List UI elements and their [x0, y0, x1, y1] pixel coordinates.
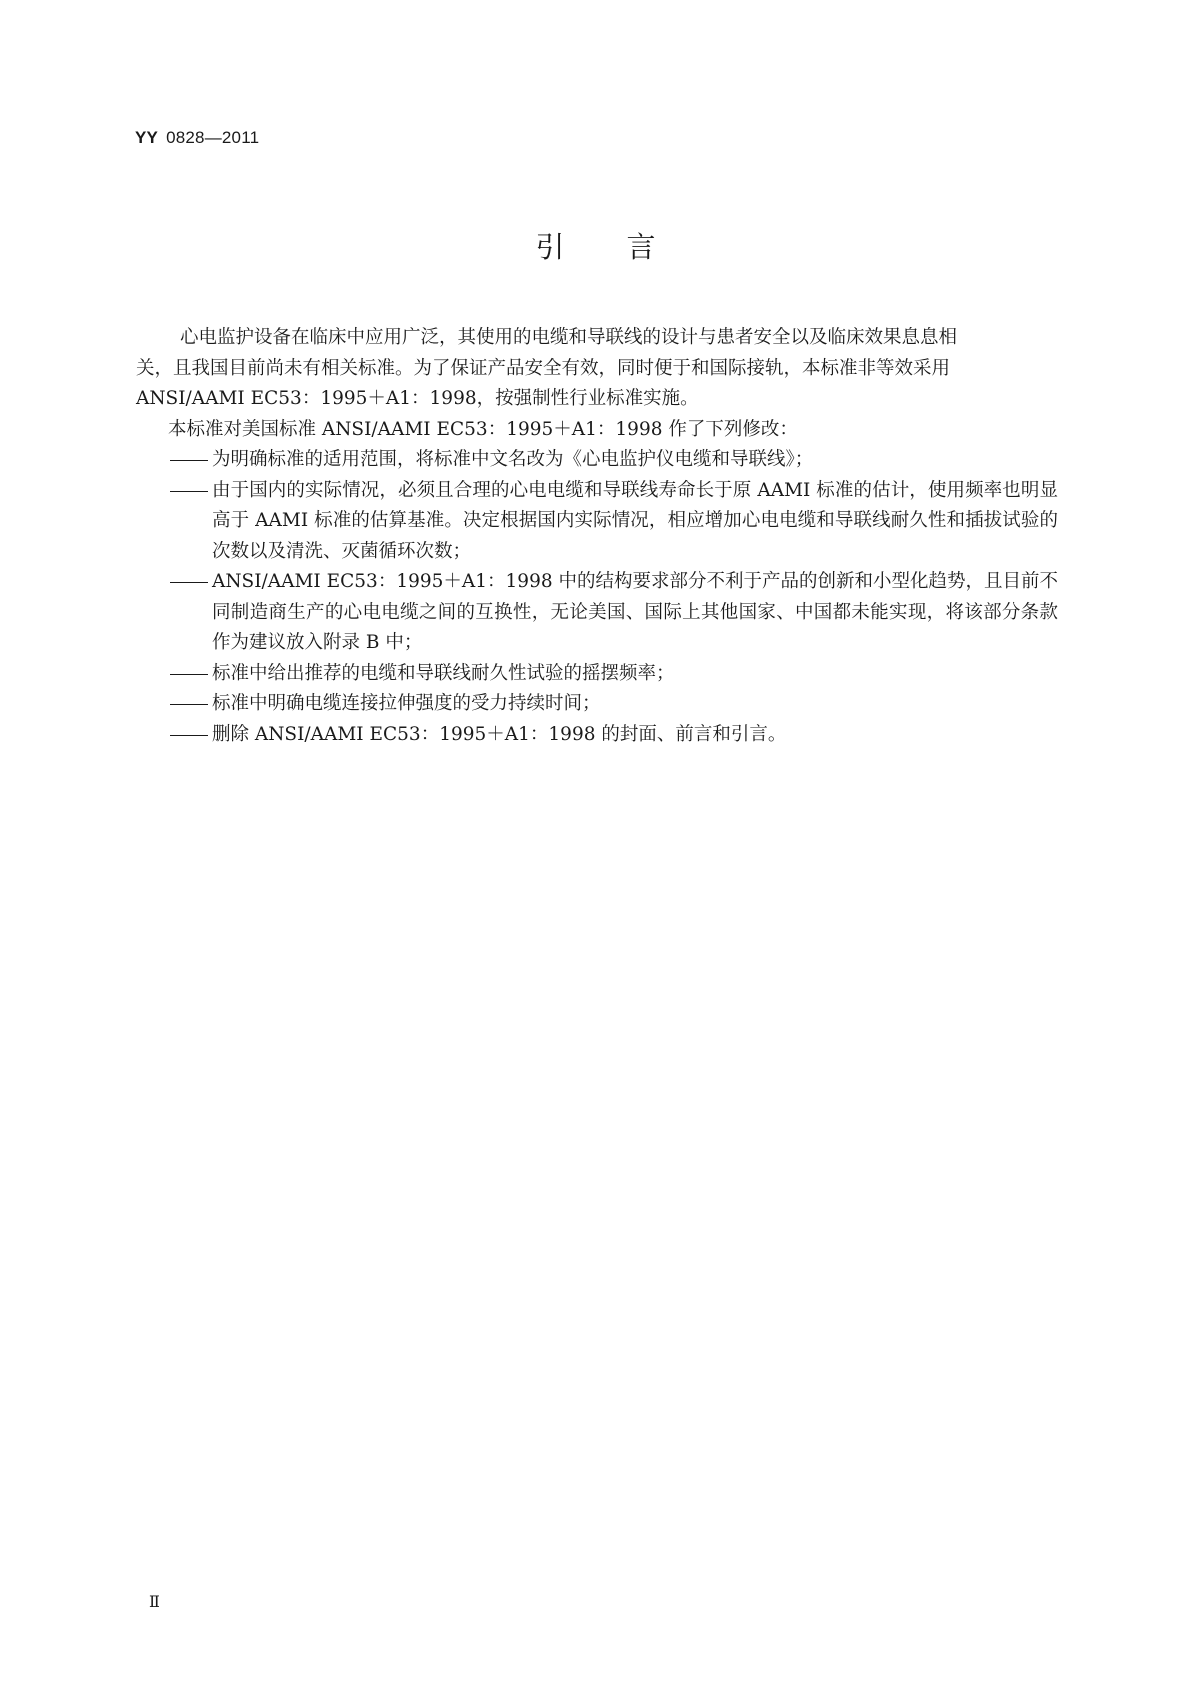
standard-code-number: 0828—2011	[166, 128, 260, 147]
list-item	[168, 476, 1058, 568]
standard-code-prefix: YY	[135, 128, 159, 147]
list-item	[168, 567, 1058, 659]
intro-paragraph	[136, 323, 1058, 415]
list-item-text: 标准中给出推荐的电缆和导联线耐久性试验的摇摆频率；	[212, 662, 675, 684]
intro-line-3: ANSI/AAMI EC53：1995＋A1：1998，按强制性行业标准实施。	[136, 388, 699, 409]
list-item	[168, 659, 1058, 690]
intro-line-2: 关，且我国目前尚未有相关标准。为了保证产品安全有效，同时便于和国际接轨，本标准非等效采用	[136, 357, 951, 379]
list-item	[168, 445, 1058, 476]
document-body	[136, 323, 1058, 750]
list-item-text: 标准中明确电缆连接拉伸强度的受力持续时间；	[212, 693, 601, 714]
list-item-text: 删除 ANSI/AAMI EC53：1995＋A1：1998 的封面、前言和引言。	[212, 723, 787, 745]
list-item	[168, 720, 1058, 751]
modification-intro: 本标准对美国标准 ANSI/AAMI EC53：1995＋A1：1998 作了下列修改：	[168, 418, 798, 440]
standard-code	[135, 128, 259, 148]
intro-line-1: 心电监护设备在临床中应用广泛，其使用的电缆和导联线的设计与患者安全以及临床效果息息相	[180, 327, 958, 348]
modification-list	[168, 445, 1058, 750]
list-item	[168, 689, 1058, 720]
list-item-text: 为明确标准的适用范围，将标准中文名改为《心电监护仪电缆和导联线》；	[212, 449, 814, 470]
page-number: Ⅱ	[149, 1592, 160, 1611]
section-title: 引言	[535, 230, 718, 264]
list-item-text: 由于国内的实际情况，必须且合理的心电电缆和导联线寿命长于原 AAMI 标准的估计，使用频率也明显高于 AAMI 标准的估算基准。决定根据国内实际情况，相应增加心电电缆和导联线耐久性和插拔试验的次数以及清洗、灭菌循环次数；	[212, 479, 1058, 562]
list-item-text: ANSI/AAMI EC53：1995＋A1：1998 中的结构要求部分不利于产品的创新和小型化趋势，且目前不同制造商生产的心电电缆之间的互换性，无论美国、国际上其他国家、中国都未能实现，将该部分条款作为建议放入附录 B 中；	[212, 571, 1058, 653]
